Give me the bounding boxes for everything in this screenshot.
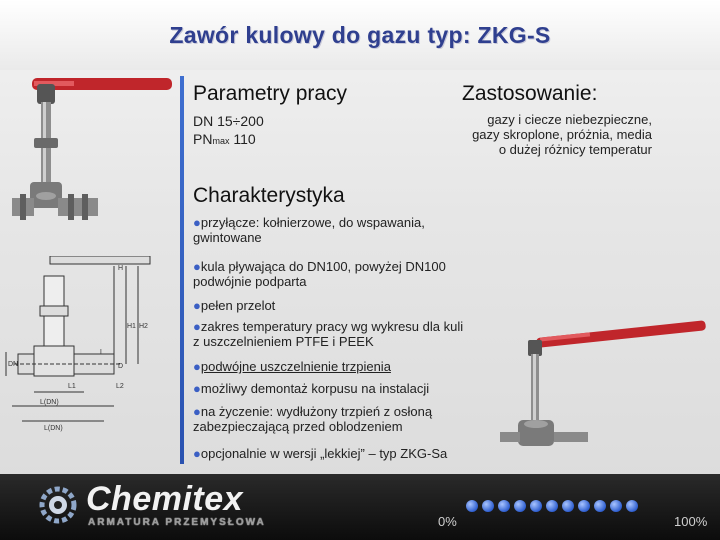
page-title: Zawór kulowy do gazu typ: ZKG-S (169, 22, 551, 48)
progress-dot (594, 500, 606, 512)
feature-item: ●na życzenie: wydłużony trzpień z osłoną zabezpieczającą przed oblodzeniem (193, 404, 433, 434)
progress-dot (626, 500, 638, 512)
progress-end-label: 100% (674, 514, 708, 529)
svg-text:H2: H2 (139, 323, 148, 330)
brand-tagline: ARMATURA PRZEMYSŁOWA (88, 517, 266, 528)
bullet-icon: ● (193, 446, 201, 461)
feature-item: ●opcjonalnie w wersji „lekkiej” – typ ZKG-Sa (193, 446, 448, 461)
svg-text:L(DN): L(DN) (44, 425, 63, 432)
gear-logo-icon (38, 485, 78, 525)
progress-dot (482, 500, 494, 512)
progress-dot (514, 500, 526, 512)
progress-dots (466, 500, 638, 512)
usage-line: gazy skroplone, próżnia, media (472, 127, 652, 142)
progress-dot (498, 500, 510, 512)
svg-text:H: H (118, 265, 124, 272)
progress-dot (530, 500, 542, 512)
svg-text:H1: H1 (127, 323, 136, 330)
feature-item: ●możliwy demontaż korpusu na instalacji (193, 381, 430, 396)
params-pn (193, 132, 256, 149)
pn-prefix: PN (193, 131, 213, 147)
feature-item: ●przyłącze: kołnierzowe, do wspawania, gwintowane (193, 215, 425, 245)
pn-value: 110 (229, 131, 256, 147)
svg-text:L(DN): L(DN) (40, 399, 59, 406)
bullet-icon: ● (193, 359, 201, 374)
bullet-icon: ● (193, 319, 201, 334)
svg-text:DN: DN (8, 361, 19, 368)
svg-text:L1: L1 (68, 383, 76, 390)
params-heading: Parametry pracy (193, 82, 348, 105)
progress-dot (562, 500, 574, 512)
progress-dot (610, 500, 622, 512)
progress-dot (546, 500, 558, 512)
progress-start-label: 0% (438, 514, 457, 529)
feature-item: ●zakres temperatury pracy wg wykresu dla kuli z uszczelnieniem PTFE i PEEK (193, 319, 464, 349)
svg-text:L: L (100, 349, 104, 356)
vertical-divider (180, 76, 184, 464)
params-dn: DN 15÷200 (193, 113, 264, 129)
usage-line: o dużej różnicy temperatur (498, 142, 652, 157)
feature-item: ●pełen przelot (193, 298, 276, 313)
valve-photo-light (500, 320, 710, 470)
bullet-icon: ● (193, 215, 201, 230)
bullet-icon: ● (193, 298, 201, 313)
svg-text:L2: L2 (116, 383, 124, 390)
feature-item: ●kula pływająca do DN100, powyżej DN100 podwójnie podparta (193, 259, 446, 289)
progress-dot (466, 500, 478, 512)
pn-sub: max (212, 136, 230, 146)
valve-photo-top (12, 78, 177, 248)
bullet-icon: ● (193, 259, 201, 274)
bullet-icon: ● (193, 381, 201, 396)
brand-name: Chemitex (86, 480, 244, 518)
usage-line: gazy i ciecze niebezpieczne, (487, 112, 652, 127)
progress-dot (578, 500, 590, 512)
valve-technical-drawing (4, 256, 174, 432)
feature-item: ●podwójne uszczelnienie trzpienia (193, 359, 391, 374)
usage-heading: Zastosowanie: (462, 82, 598, 105)
svg-text:D: D (118, 363, 124, 370)
bullet-icon: ● (193, 404, 201, 419)
usage-text (458, 112, 652, 157)
characteristics-heading: Charakterystyka (193, 184, 345, 207)
